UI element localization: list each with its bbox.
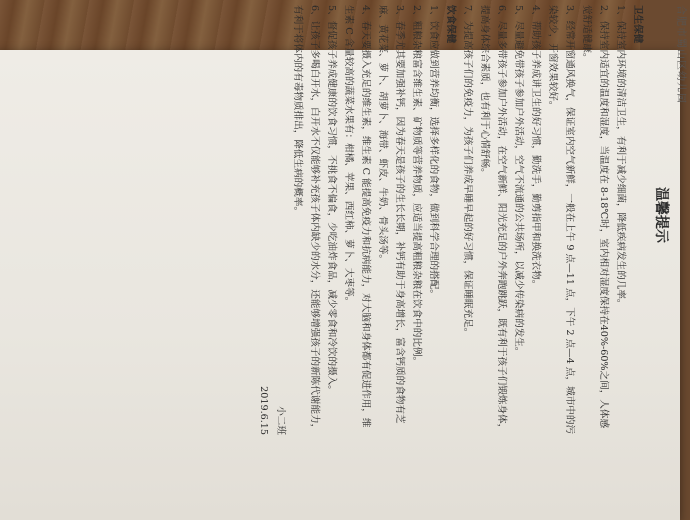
signature-class: 小二班 (275, 406, 286, 435)
hygiene-item: 2、保持室内适宜的温度和湿度，当温度在 8-18℃时，室内相对湿度保持在40%-60%之间，人体感觉舒适健康。 (581, 5, 609, 429)
kindergarten-logo-text: 合肥市蜀山区幼儿园 (675, 5, 686, 104)
document-page (100, 0, 690, 435)
diet-item: 6、让孩子多喝白开水，白开水不仅能够补充孩子体内缺少的水分，还能够增强孩子的新陈代谢能力，有利于将体内的有毒物质排出，降低生病的概率。 (292, 5, 320, 434)
diet-item: 1、饮食应做到营养均衡，选择多样化的食物，做到科学合理的搭配。 (428, 5, 439, 299)
hygiene-item: 1、保持室内环境的清洁卫生，有利于减少细菌，降低疾病发生的几率。 (615, 5, 626, 309)
document-body (255, 5, 646, 435)
section-heading-diet: 饮食保健 (445, 5, 456, 44)
page-title: 温馨提示 (653, 187, 669, 243)
hygiene-item: 7、为提高孩子们的免疫力，为孩子们养成早睡早起的好习惯，保证睡眠充足。 (462, 5, 473, 338)
hygiene-item: 5、尽量避免带孩子参加户外活动，空气不流通的公共场所，以减少传染病的发生。 (513, 5, 524, 357)
diet-item: 2、粗粮杂粮富含维生素、矿物质等营养物质，应适当提高粗粮杂粮在饮食中的比例。 (411, 5, 422, 367)
hygiene-item: 3、经常开窗通风换气，保证室内空气新鲜，一般在上午 9 点—11 点，下午 2 点—4 点，城市中的污染较少，开窗效果较好。 (547, 5, 575, 435)
diet-item: 5、督促孩子养成健康的饮食习惯，不挑食不偏食，少吃油炸食品，减少零食和冷饮的摄入。 (326, 5, 337, 395)
section-heading-hygiene: 卫生保健 (632, 5, 643, 44)
diet-item: 4、春天要摄入充足的维生素，维生素 C 能提高免疫力和抗病能力，对大脑和身体都有促进作用，维生素 C 含量较高的蔬菜水果有：柑橘、苹果、西红柿、萝卜、大枣等。 (343, 5, 371, 428)
hygiene-item: 4、帮助孩子养成讲卫生的好习惯，勤洗手，勤剪指甲和换洗衣物。 (530, 5, 541, 290)
diet-item: 3、春季尤其要加强补钙，因为春天是孩子的生长长期，补钙有助于身高增长，富含钙质的食物有芝麻、黄花菜、萝卜、胡萝卜、海带、虾皮、牛奶、骨头汤等。 (377, 5, 405, 424)
hygiene-item: 6、尽量多带孩子参加户外活动，在空气新鲜、阳光充足的户外奔跑跳跃，既有利于孩子们锻炼身体，提高身体综合素质，也有利于心情舒畅。 (479, 5, 507, 434)
signature-date: 2019.6.15 (258, 386, 269, 435)
